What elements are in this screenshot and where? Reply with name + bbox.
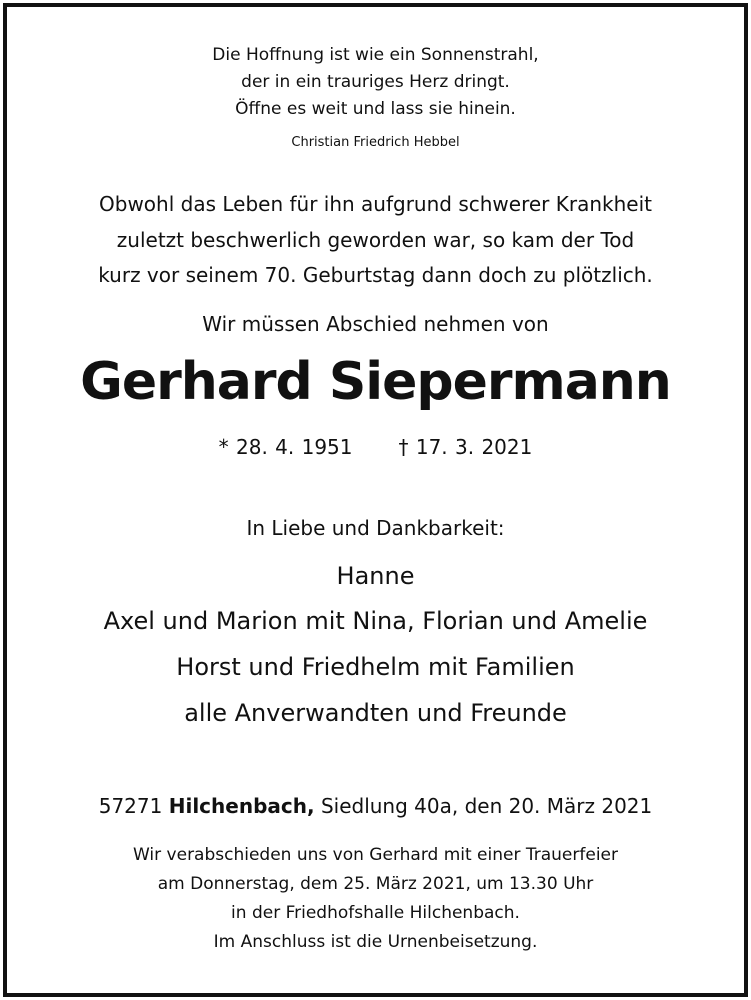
intro-line: kurz vor seinem 70. Geburtstag dann doch zu plötzlich. [98,263,653,287]
address-date: Siedlung 40a, den 20. März 2021 [320,794,653,818]
poem-author: Christian Friedrich Hebbel [291,135,460,150]
poem-line: Die Hoffnung ist wie ein Sonnenstrahl, [212,45,539,65]
city: Hilchenbach, [168,794,315,818]
family-heading: In Liebe und Dankbarkeit: [246,516,505,540]
deceased-name: Gerhard Siepermann [80,352,671,412]
ceremony-line: Wir verabschieden uns von Gerhard mit einer Trauerfeier [133,845,618,865]
family-member: alle Anverwandten und Freunde [184,699,567,727]
family-member: Horst und Friedhelm mit Familien [176,653,575,681]
birth-date: * 28. 4. 1951 [218,435,353,459]
ceremony-line: am Donnerstag, dem 25. März 2021, um 13.30 Uhr [157,874,594,894]
place-and-date [0,794,751,818]
poem-line: Öffne es weit und lass sie hinein. [235,99,516,119]
family-member: Hanne [336,562,415,590]
intro-line: Obwohl das Leben für ihn aufgrund schwerer Krankheit [99,192,652,216]
intro-line: zuletzt beschwerlich geworden war, so kam der Tod [116,228,635,252]
life-dates [0,435,751,459]
postcode: 57271 [98,794,163,818]
family-member: Axel und Marion mit Nina, Florian und Amelie [103,607,648,635]
death-date: † 17. 3. 2021 [398,435,533,459]
farewell-text: Wir müssen Abschied nehmen von [202,312,549,336]
ceremony-line: Im Anschluss ist die Urnenbeisetzung. [213,932,538,952]
poem-line: der in ein trauriges Herz dringt. [241,72,510,92]
ceremony-line: in der Friedhofshalle Hilchenbach. [231,903,520,923]
